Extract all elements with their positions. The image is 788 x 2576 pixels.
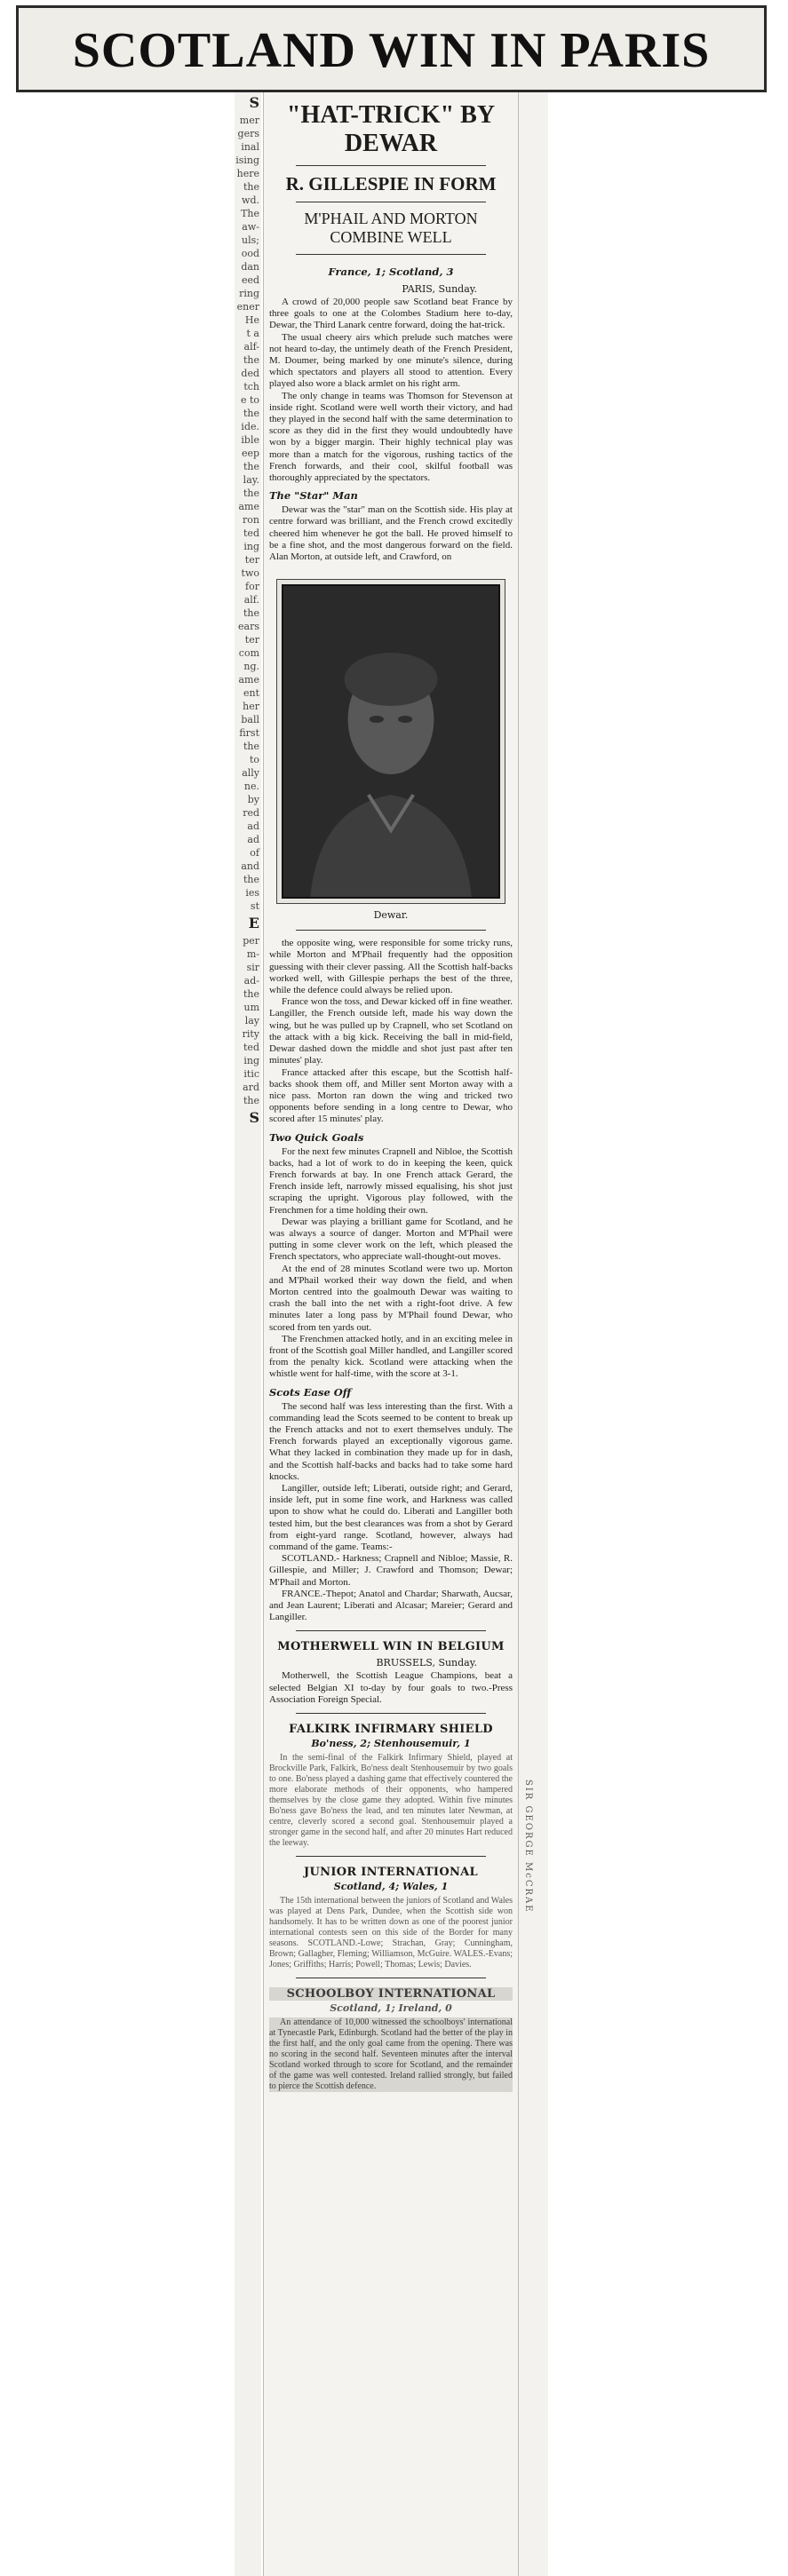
left-fragment: ne. [243, 781, 259, 792]
team-lineup-france: FRANCE.-Thepot; Anatol and Chardar; Sharwath, Aucsar, and Jean Laurent; Liberati and Alcasar; Mareier; Gerard and Langiller. [269, 1588, 513, 1623]
left-fragment: ood [241, 248, 259, 259]
left-fragment: eed [241, 274, 259, 286]
left-fragment: um [243, 1002, 259, 1013]
left-fragment: t a [246, 328, 259, 339]
article-column [263, 92, 519, 2576]
left-fragment: the [243, 607, 259, 619]
left-fragment: aw- [242, 221, 259, 233]
left-fragment: sir [246, 962, 259, 973]
left-fragment: ing [243, 541, 259, 552]
adjacent-column-right [518, 92, 548, 2576]
photo-frame [276, 579, 505, 904]
left-fragment: rity [242, 1028, 259, 1040]
left-fragment: of [250, 847, 259, 859]
left-fragment: ad [247, 820, 259, 832]
section-heading-ease-off: Scots Ease Off [269, 1385, 352, 1399]
left-fragment: ies [245, 887, 259, 899]
article-paragraph: The second half was less interesting than the first. With a commanding lead the Scots seemed to be content to break up the French attacks and not to exert themselves unduly. The French forwards played an exceptionally vigorous game. What they lacked in combination they made up for in dash, and the Scottish half-backs and backs had to take some hard knocks. [269, 1400, 513, 1482]
left-fragment: com [238, 647, 259, 659]
left-fragment: inal [241, 141, 259, 153]
portrait-image [283, 586, 498, 897]
left-fragment: two [241, 567, 259, 579]
left-fragment: ball [241, 714, 259, 725]
left-fragment: lay [244, 1015, 259, 1026]
left-fragment: mer [239, 115, 259, 126]
left-fragment: for [245, 581, 259, 592]
divider [296, 930, 486, 931]
section-heading-star: The "Star" Man [269, 489, 358, 503]
left-fragment: st [250, 900, 259, 912]
falkirk-score: Bo'ness, 2; Stenhousemuir, 1 [311, 1738, 471, 1750]
divider [296, 165, 486, 166]
left-fragments [235, 92, 261, 1129]
schoolboy-heading: SCHOOLBOY INTERNATIONAL [269, 1987, 513, 2001]
left-fragment: the [243, 741, 259, 752]
left-fragment: to [249, 754, 259, 765]
adjacent-column-left [235, 92, 261, 2576]
banner-title: SCOTLAND WIN IN PARIS [72, 23, 711, 78]
left-fragment: the [243, 988, 259, 1000]
left-fragment: eep [241, 448, 259, 459]
left-fragment: and [241, 860, 259, 872]
left-fragment: ring [239, 288, 259, 299]
divider [296, 1856, 486, 1857]
left-fragment: the [243, 461, 259, 472]
left-fragment: E [248, 915, 259, 931]
left-fragment: ad [247, 834, 259, 845]
left-fragment: ible [241, 434, 259, 446]
article-paragraph: the opposite wing, were responsible for some tricky runs, while Morton and M'Phail frequently had the opposition guessing with their clever passing. All the Scottish half-backs worked well, with Gillespie perhaps the best of the three, while the defence could always be relied upon. [269, 938, 513, 996]
section-heading-quick-goals: Two Quick Goals [269, 1130, 364, 1144]
left-fragment: itic [243, 1068, 259, 1080]
left-fragment: ad- [243, 975, 259, 987]
headline-banner [16, 5, 767, 92]
left-fragment: ally [242, 767, 259, 779]
left-fragment: red [243, 807, 259, 819]
left-fragment: first [239, 727, 259, 739]
left-fragment: ing [243, 1055, 259, 1066]
left-fragment: dan [241, 261, 259, 273]
schoolboy-text: An attendance of 10,000 witnessed the schoolboys' international at Tynecastle Park, Edinburgh. Scotland had the better of the play in the first half, and the only goal came from the opening. There was no scoring in the second half. Seventeen minutes after the interval Scotland worked through to score for Scotland, and the remainder of the game was well contested. Ireland rallied strongly, but failed to pierce the Scottish defence. [269, 2017, 513, 2092]
article-paragraph: France attacked after this escape, but the Scottish half-backs shook them off, and Miller sent Morton away with a nice pass. Morton ran down the wing and tricked two opponents before sending in a long centre to Dewar, who scored after 15 minutes' play. [269, 1066, 513, 1125]
article-paragraph: Dewar was playing a brilliant game for Scotland, and he was always a source of danger. Morton and M'Phail were putting in some clever work on the left, which pleased the French spectators, who appreciate wall-thought-out moves. [269, 1216, 513, 1263]
left-fragment: ard [243, 1082, 259, 1093]
left-fragment: ter [244, 554, 259, 566]
dewar-portrait-photo [282, 584, 500, 899]
article-paragraph: For the next few minutes Crapnell and Nibloe, the Scottish backs, had a lot of work to do in keeping the keen, quick French forwards at bay. In one French attack Gerard, the French inside left, narrowly missed equalising, his shot just scraping the upright. Vigorous play followed, with the Frenchmen for a time holding their own. [269, 1145, 513, 1216]
divider [296, 1630, 486, 1631]
left-fragment: the [243, 354, 259, 366]
article-paragraph: The usual cheery airs which prelude such matches were not heard to-day, the untimely death of the French President, M. Doumer, being marked by one minute's silence, during which spectators and players all stood to attention. Every played also wore a black armlet on his right arm. [269, 331, 513, 390]
article-headline: "HAT-TRICK" BY DEWAR [286, 101, 496, 157]
left-fragment: tch [243, 381, 259, 392]
left-fragment: ter [244, 634, 259, 646]
junior-text: The 15th international between the juniors of Scotland and Wales was played at Dens Park, Dundee, when the Scottish side won handsomely. It has to be written down as one of the poorest junior international contests seen on this side of the Border for many seasons. SCOTLAND.-Lowe; Strachan, Gray; Cunningham, Brown; Gallagher, Fleming; Williamson, McGuire. WALES.-Evans; Jones; Griffiths; Harris; Powell; Thomas; Lewis; Davies. [269, 1896, 513, 1970]
left-fragment: e to [240, 394, 259, 406]
left-fragment: wd. [242, 194, 259, 206]
left-fragment: the [243, 874, 259, 885]
left-fragment: S [249, 94, 259, 111]
left-fragment: ame [238, 674, 259, 686]
divider [296, 1713, 486, 1714]
article-paragraph: Langiller, outside left; Liberati, outside right; and Gerard, inside left, put in some fine work, and Harkness was called upon to show what he could do. Liberati and Langiller both tested him, but the best clearances was from a shot by Gerard from eight-yard range. Scotland, however, always had command of the game. Teams:- [269, 1483, 513, 1553]
vertical-advert-text: SIR GEORGE McCRAE [523, 1779, 533, 1914]
left-fragment: ng. [243, 661, 259, 672]
motherwell-heading: MOTHERWELL WIN IN BELGIUM [277, 1640, 505, 1654]
left-fragment: ears [238, 621, 259, 632]
left-fragment: ted [243, 1042, 259, 1053]
left-fragment: He [244, 314, 259, 326]
left-fragment: ded [241, 368, 259, 379]
article-paragraph: France won the toss, and Dewar kicked off in fine weather. Langiller, the French outside left, made his way down the wing, but he was pulled up by Crapnell, who set Scotland on the attack with a big kick. Receiving the ball in mid-field, Dewar dashed down the middle and shot just past after ten minutes' play. [269, 996, 513, 1066]
left-fragment: ron [243, 514, 259, 526]
schoolboy-score: Scotland, 1; Ireland, 0 [330, 2002, 452, 2015]
falkirk-text: In the semi-final of the Falkirk Infirmary Shield, played at Brockville Park, Falkirk, Bo'ness dealt Stenhousemuir by two goals to one. Bo'ness played a dashing game that effectively countered the more elaborate methods of their opponents, who hampered themselves by the close game they adopted. Within five minutes Bo'ness gave Bo'ness the lead, and ten minutes later Newman, at centre, cleverly scored a second goal. Stenhousemuir played a stronger game in the second half, and after 20 minutes Hart reduced the leeway. [269, 1753, 513, 1849]
left-fragment: ent [243, 687, 259, 699]
left-fragment: the [243, 1095, 259, 1106]
left-fragment: the [243, 181, 259, 193]
team-lineup-scotland: SCOTLAND.- Harkness; Crapnell and Nibloe; Massie, R. Gillespie, and Miller; J. Crawford and Thomson; Dewar; M'Phail and Morton. [269, 1553, 513, 1588]
left-fragment: by [247, 794, 259, 805]
left-fragment: alf- [243, 341, 259, 353]
left-fragment: lay. [243, 474, 259, 486]
junior-heading: JUNIOR INTERNATIONAL [304, 1866, 478, 1880]
left-fragment: ted [243, 527, 259, 539]
dateline: PARIS, Sunday. [402, 283, 477, 295]
left-fragment: alf. [243, 594, 259, 606]
article-paragraph: Dewar was the "star" man on the Scottish side. His play at centre forward was brilliant, and the French crowd excitedly cheered him whenever he got the ball. He proved himself to be a fine shot, and the most dangerous forward on the field. Alan Morton, at outside left, and Crawford, on [269, 504, 513, 563]
motherwell-dateline: BRUSSELS, Sunday. [376, 1657, 477, 1669]
junior-score: Scotland, 4; Wales, 1 [333, 1881, 449, 1893]
article-subhead-2: M'PHAIL AND MORTON COMBINE WELL [304, 210, 478, 246]
motherwell-text: Motherwell, the Scottish League Champions, beat a selected Belgian XI to-day by four goals to two.-Press Association Foreign Special. [269, 1670, 513, 1705]
falkirk-heading: FALKIRK INFIRMARY SHIELD [289, 1723, 493, 1737]
article-paragraph: A crowd of 20,000 people saw Scotland beat France by three goals to one at the Colombes Stadium here to-day, Dewar, the Third Lanark centre forward, doing the hat-trick. [269, 297, 513, 331]
left-fragment: gers [237, 128, 259, 139]
match-score: France, 1; Scotland, 3 [328, 266, 454, 278]
photo-caption: Dewar. [373, 909, 409, 922]
article-paragraph: At the end of 28 minutes Scotland were two up. Morton and M'Phail worked their way down the field, and when Morton centred into the goalmouth Dewar was waiting to crash the ball into the net with a right-foot drive. A few minutes later a long pass by M'Phail found Dewar, who scored from ten yards out. [269, 1263, 513, 1333]
divider [296, 254, 486, 255]
left-fragment: her [243, 701, 259, 712]
left-fragment: ame [238, 501, 259, 512]
left-fragment: m- [246, 948, 259, 960]
left-fragment: here [236, 168, 259, 179]
left-fragment: S [249, 1109, 259, 1126]
left-fragment: The [241, 208, 259, 219]
article-paragraph: The Frenchmen attacked hotly, and in an exciting melee in front of the Scottish goal Miller handled, and Langiller scored from the penalty kick. Scotland were attacking when the whistle went for half-time, with the score at 3-1. [269, 1333, 513, 1380]
left-fragment: per [243, 935, 259, 947]
article-subhead-1: R. GILLESPIE IN FORM [285, 173, 497, 194]
left-fragment: uls; [242, 234, 259, 246]
left-fragment: the [243, 408, 259, 419]
left-fragment: ener [236, 301, 259, 313]
article-paragraph: The only change in teams was Thomson for Stevenson at inside right. Scotland were well worth their victory, and had they played in the second half with the same determination to score as they did in the first they would undoubtedly have won by a bigger margin. Their highly technical play was more than a match for the vigorous, rushing tactics of the French forwards, and their cool, skilful football was thoroughly appreciated by the spectators. [269, 390, 513, 484]
left-fragment: ide. [241, 421, 259, 432]
left-fragment: ising [235, 155, 259, 166]
left-fragment: the [243, 487, 259, 499]
